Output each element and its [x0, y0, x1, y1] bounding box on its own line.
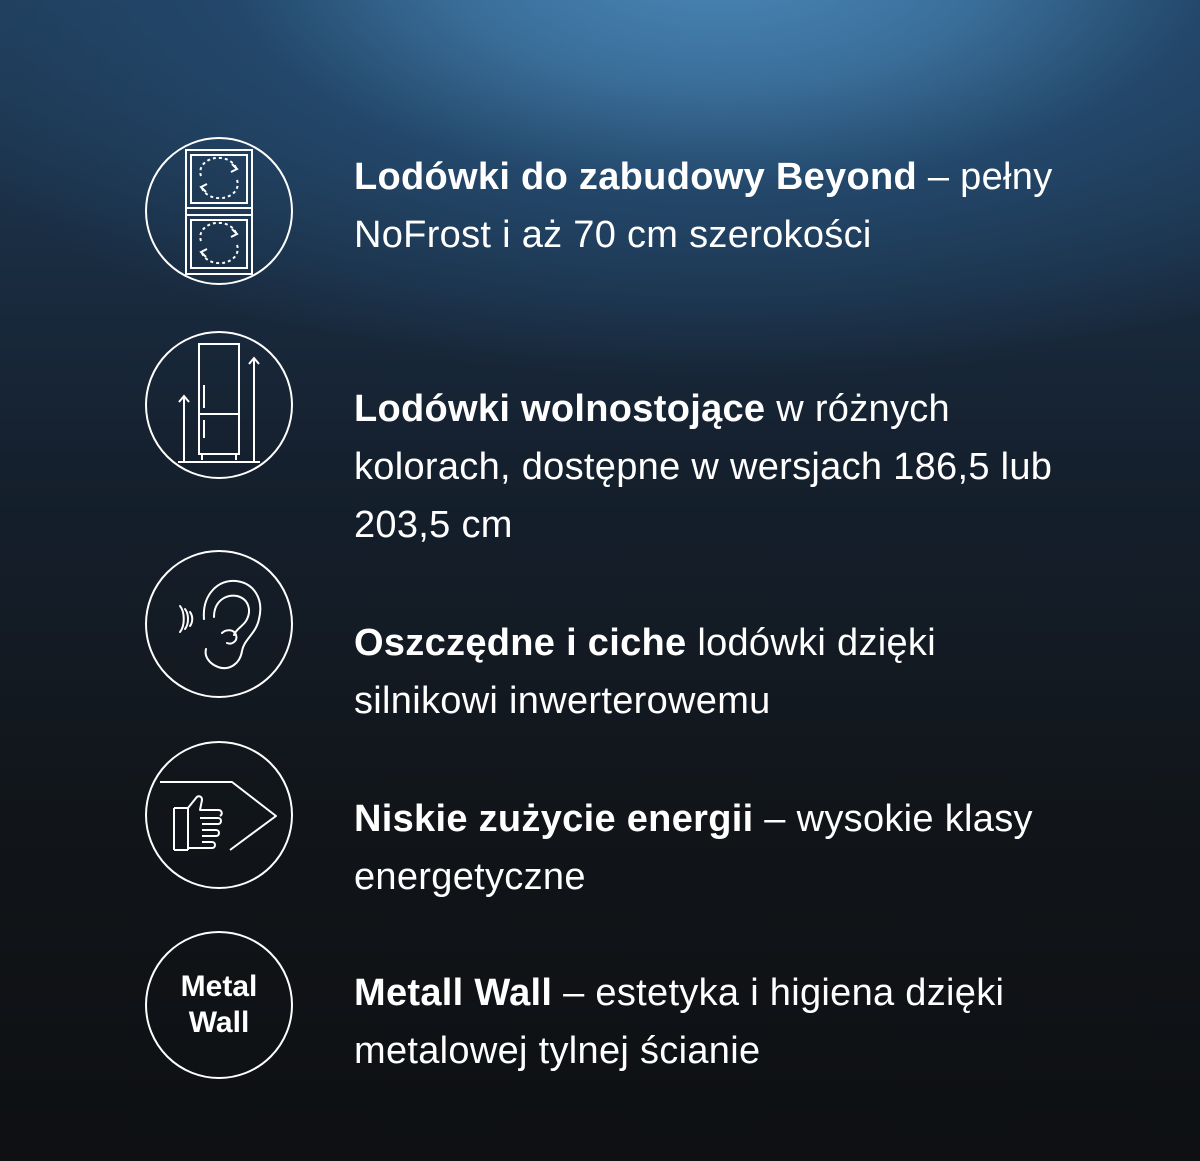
metal-wall-badge-icon — [144, 930, 294, 1080]
feature-text — [354, 380, 1074, 554]
built-in-fridge-icon — [144, 136, 294, 286]
feature-description: – pełny NoFrost i aż 70 cm szerokości — [354, 156, 1053, 256]
feature-title: Metall Wall — [354, 972, 553, 1014]
ear-sound-icon — [144, 549, 294, 699]
feature-text — [354, 790, 1074, 906]
feature-title: Oszczędne i ciche — [354, 622, 687, 664]
badge-line-2: Wall — [188, 1006, 250, 1039]
metal-wall-badge-label — [144, 930, 294, 1080]
feature-description: – estetyka i higiena dzięki metalowej tylnej ścianie — [354, 972, 1005, 1072]
badge-line-1: Metal — [180, 970, 258, 1003]
feature-description: lodówki dzięki silnikowi inwerterowemu — [354, 622, 936, 722]
feature-title: Niskie zużycie energii — [354, 798, 754, 840]
feature-title: Lodówki wolnostojące — [354, 388, 766, 430]
freestanding-fridge-height-icon — [144, 330, 294, 480]
feature-description: – wysokie klasy energetyczne — [354, 798, 1033, 898]
thumbs-up-energy-label-icon — [144, 740, 294, 890]
feature-text — [354, 964, 1074, 1080]
feature-description: w różnych kolorach, dostępne w wersjach 186,5 lub 203,5 cm — [354, 388, 1053, 546]
feature-text — [354, 614, 1074, 730]
feature-title: Lodówki do zabudowy Beyond — [354, 156, 918, 198]
feature-text — [354, 148, 1074, 264]
